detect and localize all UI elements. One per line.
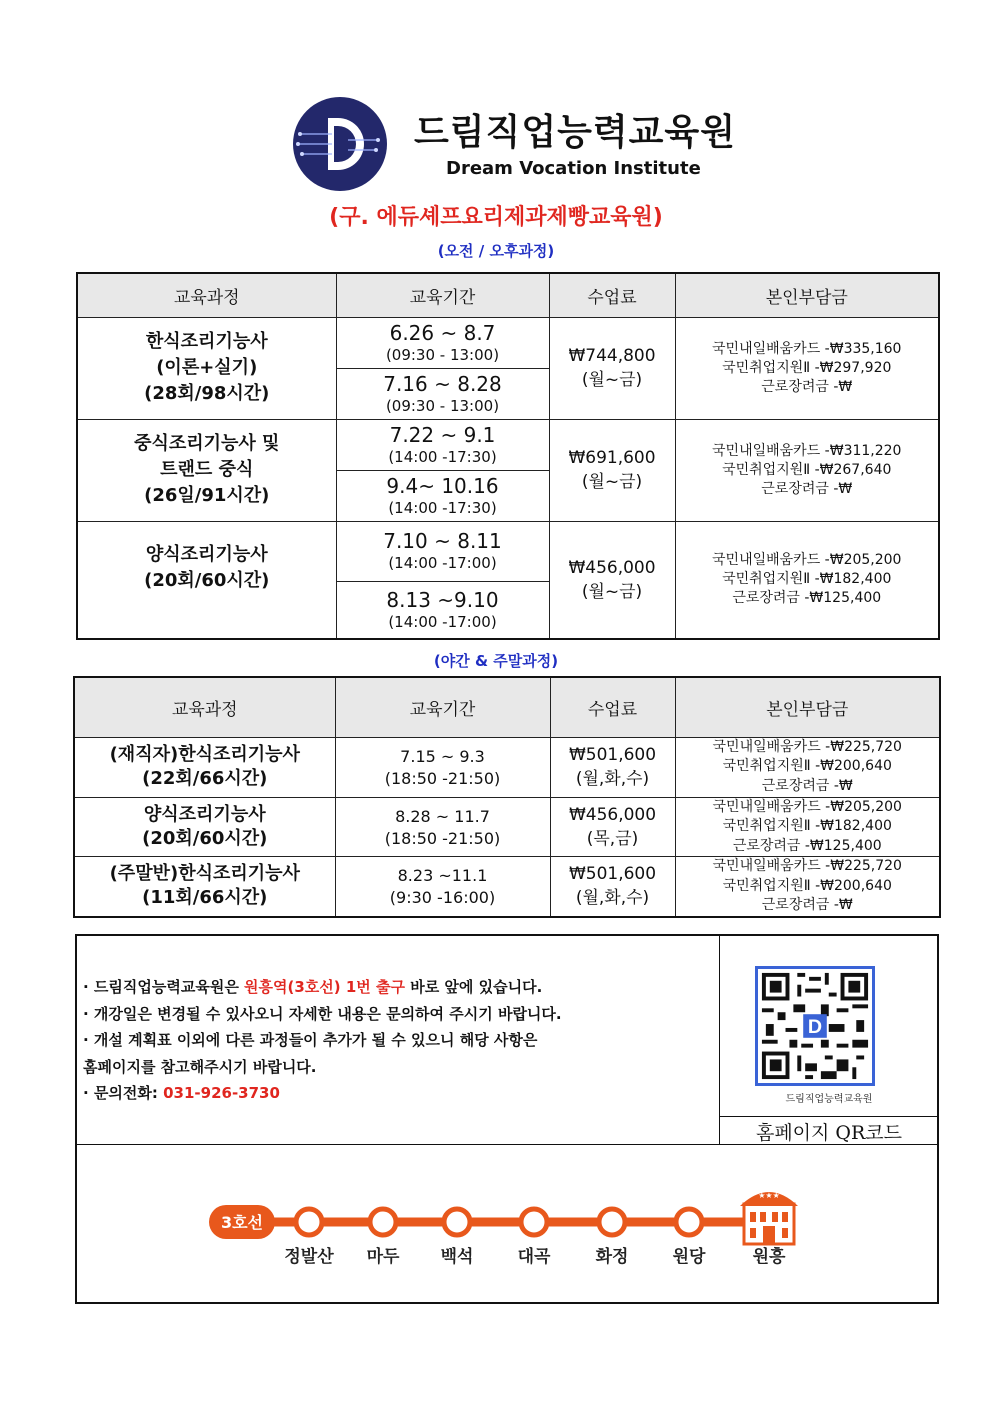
period-cell (335, 857, 550, 917)
burden-line: 국민취업지원Ⅱ -₩200,640 (722, 758, 892, 775)
note-location (83, 974, 713, 1001)
note-extra-courses-2: 홈페이지를 참고해주시기 바랍니다. (83, 1057, 317, 1076)
course-name-sub: (이론+실기) (156, 357, 258, 378)
fee-amount: ₩456,000 (568, 804, 657, 825)
header-fee: 수업료 (549, 273, 675, 317)
fee-cell (550, 737, 675, 797)
course-hours: (20회/60시간) (142, 827, 268, 849)
burden-line: 근로장려금 -₩ (761, 897, 853, 913)
period-date: 7.15 ~ 9.3 (400, 747, 485, 766)
header-fee: 수업료 (550, 677, 675, 737)
station-label: 백석 (440, 1247, 474, 1267)
burden-line: 국민취업지원Ⅱ -₩182,400 (722, 818, 892, 834)
header-burden: 본인부담금 (675, 273, 939, 317)
period-date: 8.13 ~9.10 (386, 587, 499, 612)
period-time: (18:50 -21:50) (384, 769, 501, 788)
period-time: (9:30 -16:00) (389, 888, 496, 908)
station-label: 정발산 (284, 1247, 334, 1267)
fee-days: (월~금) (581, 370, 643, 390)
course-hours: (28회/98시간) (144, 383, 270, 404)
institute-name-en: Dream Vocation Institute (446, 158, 701, 179)
fee-amount: ₩744,800 (568, 346, 656, 366)
fee-days: (월~금) (581, 472, 643, 492)
burden-cell (675, 737, 940, 797)
period-cell (336, 581, 549, 639)
fee-cell (550, 797, 675, 857)
station-icon-building (740, 1191, 798, 1244)
course-cell (74, 737, 335, 797)
station-dot-원당 (676, 1209, 702, 1235)
burden-cell (675, 797, 940, 857)
period-cell (336, 521, 549, 581)
course-name: 양식조리기능사 (145, 543, 268, 565)
period-time: (14:00 -17:30) (388, 498, 497, 517)
course-hours: (20회/60시간) (144, 569, 270, 591)
period-date: 7.10 ~ 8.11 (383, 529, 502, 553)
period-date: 7.22 ~ 9.1 (389, 422, 496, 447)
table-header-row (77, 273, 939, 317)
qr-logo-letter: D (807, 1016, 823, 1039)
table-row (74, 737, 940, 797)
burden-line: 국민취업지원Ⅱ -₩267,640 (722, 461, 892, 478)
fee-days: (월~금) (581, 581, 643, 602)
burden-line: 국민내일배움카드 -₩335,160 (712, 340, 902, 357)
table-row (77, 419, 939, 470)
table-header-row (74, 677, 940, 737)
qr-caption: 홈페이지 QR코드 (755, 1122, 903, 1144)
period-cell (336, 419, 549, 470)
burden-line: 국민내일배움카드 -₩205,200 (712, 552, 902, 569)
course-name: 중식조리기능사 및 (134, 433, 280, 454)
line-badge-label: 3호선 (220, 1213, 264, 1232)
info-box (75, 934, 939, 1304)
station-label: 원당 (672, 1247, 706, 1267)
fee-cell (549, 521, 675, 639)
contact-phone: 031-926-3730 (163, 1084, 280, 1102)
course-hours: (26일/91시간) (144, 485, 270, 506)
period-cell (336, 470, 549, 521)
burden-line: 근로장려금 -₩ (761, 480, 853, 497)
institute-name: 드림직업능력교육원 (414, 112, 736, 153)
burden-cell (675, 857, 940, 917)
burden-line: 근로장려금 -₩125,400 (732, 590, 882, 607)
course-cell (74, 857, 335, 917)
station-dot-마두 (370, 1209, 396, 1235)
station-label: 마두 (366, 1247, 400, 1267)
fee-amount: ₩456,000 (568, 557, 656, 578)
station-dot-대곡 (521, 1209, 547, 1235)
period-cell (336, 368, 549, 419)
burden-line: 국민취업지원Ⅱ -₩297,920 (722, 359, 892, 376)
qr-small-label: 드림직업능력교육원 (785, 1094, 873, 1105)
burden-line: 근로장려금 -₩ (761, 378, 853, 395)
fee-cell (550, 857, 675, 917)
burden-line: 국민내일배움카드 -₩225,720 (712, 858, 902, 874)
course-name: 한식조리기능사 (145, 331, 268, 352)
period-date: 8.23 ~11.1 (397, 866, 488, 886)
table-row (74, 797, 940, 857)
station-dot-정발산 (296, 1209, 322, 1235)
period-time: (14:00 -17:30) (388, 447, 497, 466)
course-name: (주말반)한식조리기능사 (109, 863, 300, 885)
note-extra-courses: · 개설 계획표 이외에 다른 과정들이 추가가 될 수 있으니 해당 사항은 (83, 1031, 538, 1049)
station-dot-화정 (599, 1209, 625, 1235)
note-text: 바로 앞에 있습니다. (405, 978, 543, 996)
period-cell (335, 797, 550, 857)
note-schedule-change: · 개강일은 변경될 수 있사오니 자세한 내용은 문의하여 주시기 바랍니다. (83, 1004, 562, 1023)
header-course: 교육과정 (77, 273, 336, 317)
period-cell (335, 737, 550, 797)
homepage-qr-code[interactable] (755, 966, 875, 1086)
notes (83, 974, 713, 1107)
table-row (74, 857, 940, 917)
svg-text:★★★: ★★★ (758, 1191, 780, 1200)
header-period: 교육기간 (336, 273, 549, 317)
divider (719, 936, 720, 1144)
course-name-sub: 트랜드 중식 (160, 459, 254, 480)
daytime-section-title: (오전 / 오후과정) (437, 242, 555, 260)
course-cell (74, 797, 335, 857)
period-time: (14:00 -17:00) (388, 554, 497, 572)
period-date: 7.16 ~ 8.28 (383, 371, 502, 396)
burden-line: 국민취업지원Ⅱ -₩200,640 (722, 877, 892, 894)
burden-line: 국민내일배움카드 -₩225,720 (712, 738, 902, 755)
course-cell (77, 521, 336, 639)
burden-cell (675, 317, 939, 419)
subway-line-map (77, 1156, 937, 1296)
course-name: 양식조리기능사 (143, 803, 266, 825)
period-time: (09:30 - 13:00) (385, 396, 500, 415)
note-highlight: 원흥역(3호선) 1번 출구 (244, 978, 405, 996)
period-cell (336, 317, 549, 368)
burden-cell (675, 521, 939, 639)
period-time: (09:30 - 13:00) (385, 345, 500, 364)
burden-line: 국민취업지원Ⅱ -₩182,400 (722, 571, 892, 588)
note-contact (83, 1080, 713, 1107)
institute-logo (292, 96, 388, 192)
fee-amount: ₩691,600 (568, 448, 656, 468)
station-label: 원흥 (752, 1247, 786, 1267)
fee-amount: ₩501,600 (568, 745, 657, 765)
course-hours: (11회/66시간) (142, 887, 268, 909)
period-date: 9.4~ 10.16 (386, 473, 499, 498)
period-date: 6.26 ~ 8.7 (389, 320, 496, 345)
course-cell (77, 419, 336, 521)
burden-line: 국민내일배움카드 -₩205,200 (712, 798, 902, 815)
daytime-schedule-table (76, 272, 940, 640)
fee-days: (목,금) (586, 828, 639, 849)
fee-days: (월,화,수) (575, 769, 650, 789)
station-label: 화정 (595, 1247, 629, 1267)
note-text: · 드림직업능력교육원은 (83, 978, 245, 996)
fee-cell (549, 419, 675, 521)
divider (719, 1116, 939, 1117)
course-name: (재직자)한식조리기능사 (109, 744, 300, 765)
evening-schedule-table (73, 676, 941, 918)
burden-cell (675, 419, 939, 521)
burden-line: 근로장려금 -₩125,400 (732, 837, 882, 854)
fee-amount: ₩501,600 (568, 864, 657, 885)
burden-line: 국민내일배움카드 -₩311,220 (712, 442, 902, 459)
fee-days: (월,화,수) (575, 888, 650, 909)
header-course: 교육과정 (74, 677, 335, 737)
evening-section-title: (야간 & 주말과정) (433, 652, 559, 670)
contact-label: · 문의전화: (83, 1084, 164, 1102)
table-row (77, 521, 939, 581)
burden-line: 근로장려금 -₩ (761, 777, 853, 794)
former-name: (구. 에듀셰프요리제과제빵교육원) (329, 205, 663, 230)
station-label: 대곡 (517, 1247, 551, 1267)
station-dot-백석 (444, 1209, 470, 1235)
table-row (77, 317, 939, 368)
fee-cell (549, 317, 675, 419)
period-date: 8.28 ~ 11.7 (395, 806, 490, 826)
course-hours: (22회/66시간) (142, 768, 268, 789)
period-time: (18:50 -21:50) (384, 828, 501, 848)
header-burden: 본인부담금 (675, 677, 940, 737)
course-cell (77, 317, 336, 419)
header-period: 교육기간 (335, 677, 550, 737)
period-time: (14:00 -17:00) (388, 612, 497, 631)
